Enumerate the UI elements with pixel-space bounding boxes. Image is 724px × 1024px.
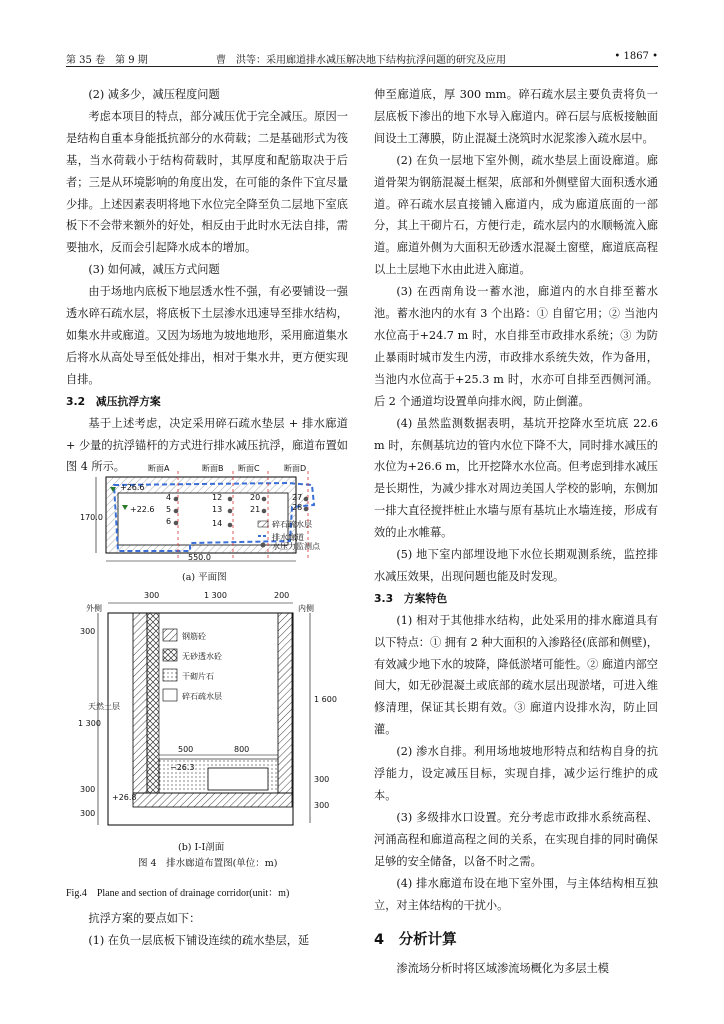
elevation-label: +26.8 xyxy=(112,793,137,802)
paragraph: (1) 相对于其他排水结构，此处采用的排水廊道具有以下特点：① 拥有 2 种大面积的入渗路径(底部和侧壁)，有效减少地下水的坡降，降低淤堵可能性。② 廊道内部空间大，如无砂混凝土或底部的疏水层出现淤堵，可进入维修清理，保证其长期有效。③ 廊道内设排水沟，防止回灌。 xyxy=(374,613,658,737)
paragraph: (4) 虽然监测数据表明，基坑开挖降水至坑底 22.6 m 时，东侧基坑边的管内水位下降不大，同时排水减压的水位为+26.6 m，比开挖降水水位高。但考虑到排水减压是长期性，为减少排水对周边美国人学校的影响，东侧加一排大直径搅拌桩止水墙与原有基坑止水墙连接，形成有效的止水帷幕。 xyxy=(374,416,658,540)
paragraph: 抗浮方案的要点如下： xyxy=(88,912,201,925)
section-c-label: 断面C xyxy=(238,464,260,473)
natural-soil-label: 天然土层 xyxy=(88,702,120,711)
paragraph: 渗流场分析时将区域渗流场概化为多层土模 xyxy=(396,962,609,976)
paragraph: 考虑本项目的特点，部分减压优于完全减压。原因一是结构自重本身能抵抗部分的水荷载；二是基础形式为筏基，当水荷载小于结构荷载时，其厚度和配筋取决于后者；三是从环境影响的角度出发，在可能的条件下宜尽量少排。上述因素表明将地下水位完全降至负二层地下室底板下不会带来额外的好处，相反由于此时水无法自排，需要抽水，反而会引起降水成本的增加。 xyxy=(66,109,348,255)
monitor-number: 5 xyxy=(166,505,172,514)
elevation-label: −26.3 xyxy=(170,763,195,772)
monitor-number: 21 xyxy=(250,505,261,514)
legend-gravel-layer: 碎石疏水层 xyxy=(182,692,222,701)
figure-4 xyxy=(78,463,348,875)
dimension-width: 550.0 xyxy=(188,553,211,562)
paragraph: (4) 排水廊道布设在地下室外围，与主体结构相互独立，对主体结构的干扰小。 xyxy=(374,876,658,912)
monitor-number: 14 xyxy=(212,519,223,528)
figure-caption-cn: 图 4 排水廊道布置图(单位：m) xyxy=(138,858,278,869)
dimension-label: 300 xyxy=(80,785,96,794)
dimension-label: 500 xyxy=(178,745,194,754)
legend-dry-stone: 干砌片石 xyxy=(182,672,214,681)
elevation-label: +26.6 xyxy=(120,483,145,492)
monitor-number: 6 xyxy=(166,517,172,526)
paragraph: 伸至廊道底，厚 300 mm。碎石疏水层主要负责将负一层底板下渗出的地下水导入廊道内。碎石层与底板接触面间设土工薄膜，防止混凝土浇筑时水泥浆渗入疏水层中。 xyxy=(374,88,658,145)
legend-porous-concrete: 无砂透水砼 xyxy=(182,652,222,661)
dimension-label: 1 300 xyxy=(204,591,227,600)
subfigure-a-caption: (a) 平面图 xyxy=(182,572,227,583)
section-heading-4: 4 分析计算 xyxy=(374,932,457,949)
legend-corridor: 排水廊道 xyxy=(272,533,304,542)
running-header xyxy=(66,50,658,67)
paragraph: (5) 地下室内部埋设地下水位长期观测系统，监控排水减压效果，出现问题也能及时发现。 xyxy=(374,548,658,583)
section-heading-3-3: 3.3 方案特色 xyxy=(374,591,448,605)
section-heading-3-2: 3.2 减压抗浮方案 xyxy=(66,394,161,408)
page-number: • 1867 • xyxy=(614,51,658,62)
dimension-label: 300 xyxy=(80,627,96,636)
running-title: 曹 洪等：采用廊道排水减压解决地下结构抗浮问题的研究及应用 xyxy=(216,55,506,66)
paragraph: (2) 渗水自排。利用场地坡地形特点和结构自身的抗浮能力，设定减压目标，实现自排，减少运行维护的成本。 xyxy=(374,745,658,802)
left-column xyxy=(66,84,348,478)
right-column xyxy=(374,84,658,980)
figure-caption-en: Fig.4 Plane and section of drainage corridor(unit：m) xyxy=(66,888,290,899)
legend-monitor: 水压力监测点 xyxy=(272,542,320,551)
monitor-number: 28 xyxy=(292,503,303,512)
dimension-label: 1 600 xyxy=(314,695,337,704)
dimension-label: 200 xyxy=(274,591,290,600)
paragraph: (2) 在负一层地下室外侧，疏水垫层上面设廊道。廊道骨架为钢筋混凝土框架，底部和外侧壁留大面积透水通道。碎石疏水层直接铺入廊道内，成为廊道底面的一部分，其上干砌片石，方便行走，疏水层内的水顺畅流入廊道。廊道外侧为大面积无砂透水混凝土窗壁，廊道底高程以上土层地下水由此进入廊道。 xyxy=(374,153,658,277)
elevation-label: +22.6 xyxy=(130,505,155,514)
subheading-3: (3) 如何减，减压方式问题 xyxy=(88,263,220,277)
section-d-label: 断面D xyxy=(284,464,307,473)
inside-label: 内侧 xyxy=(298,604,314,613)
paragraph: 由于场地内底板下地层透水性不强，有必要铺设一强透水碎石疏水层，将底板下土层渗水迅速导至排水结构，如集水井或廊道。又因为场地为坡地地形，采用廊道集水后将水从高处导至低处排出，相对于集水井，更方便实现自排。 xyxy=(66,285,348,386)
subfigure-b-caption: (b) Ⅰ-Ⅰ剖面 xyxy=(178,842,225,853)
monitor-number: 12 xyxy=(212,493,223,502)
monitor-number: 4 xyxy=(166,493,172,502)
monitor-number: 13 xyxy=(212,505,223,514)
paragraph: (1) 在负一层底板下铺设连续的疏水垫层，延 xyxy=(88,933,310,947)
left-column-bottom xyxy=(66,908,348,952)
section-b-label: 断面B xyxy=(202,464,224,473)
paragraph: 基于上述考虑，决定采用碎石疏水垫层 + 排水廊道 + 少量的抗浮锚杆的方式进行排水减压抗浮，廊道布置如图 4 所示。 xyxy=(66,416,348,474)
outside-label: 外侧 xyxy=(86,604,102,613)
monitor-number: 27 xyxy=(292,493,303,502)
paragraph: (3) 在西南角设一蓄水池，廊道内的水自排至蓄水池。蓄水池内的水有 3 个出路：① 自留它用；② 当池内水位高于+24.7 m 时，水自排至市政排水系统；③ 为防止暴雨时城市发生内涝，市政排水系统失效，作为备用，当池内水位高于+25.3 m 时，水亦可自排至西侧河涌。后 2 个通道均设置单向排水阀，防止倒灌。 xyxy=(374,285,658,408)
dimension-label: 1 300 xyxy=(78,719,101,728)
legend-rc: 钢筋砼 xyxy=(182,632,206,641)
legend-gravel: 碎石疏水层 xyxy=(272,520,312,529)
dimension-label: 300 xyxy=(314,801,330,810)
dimension-label: 300 xyxy=(80,809,96,818)
dimension-height: 170.0 xyxy=(80,513,103,522)
paragraph: (3) 多级排水口设置。充分考虑市政排水系统高程、河涌高程和廊道高程之间的关系，在实现自排的同时确保足够的安全储备，以备不时之需。 xyxy=(374,810,658,868)
monitor-number: 20 xyxy=(250,493,261,502)
dimension-label: 300 xyxy=(314,775,330,784)
journal-volume: 第 35 卷 第 9 期 xyxy=(66,55,148,66)
dimension-label: 800 xyxy=(234,745,250,754)
dimension-label: 300 xyxy=(144,591,160,600)
subheading-2: (2) 减多少，减压程度问题 xyxy=(88,88,220,101)
section-a-label: 断面A xyxy=(148,464,170,473)
